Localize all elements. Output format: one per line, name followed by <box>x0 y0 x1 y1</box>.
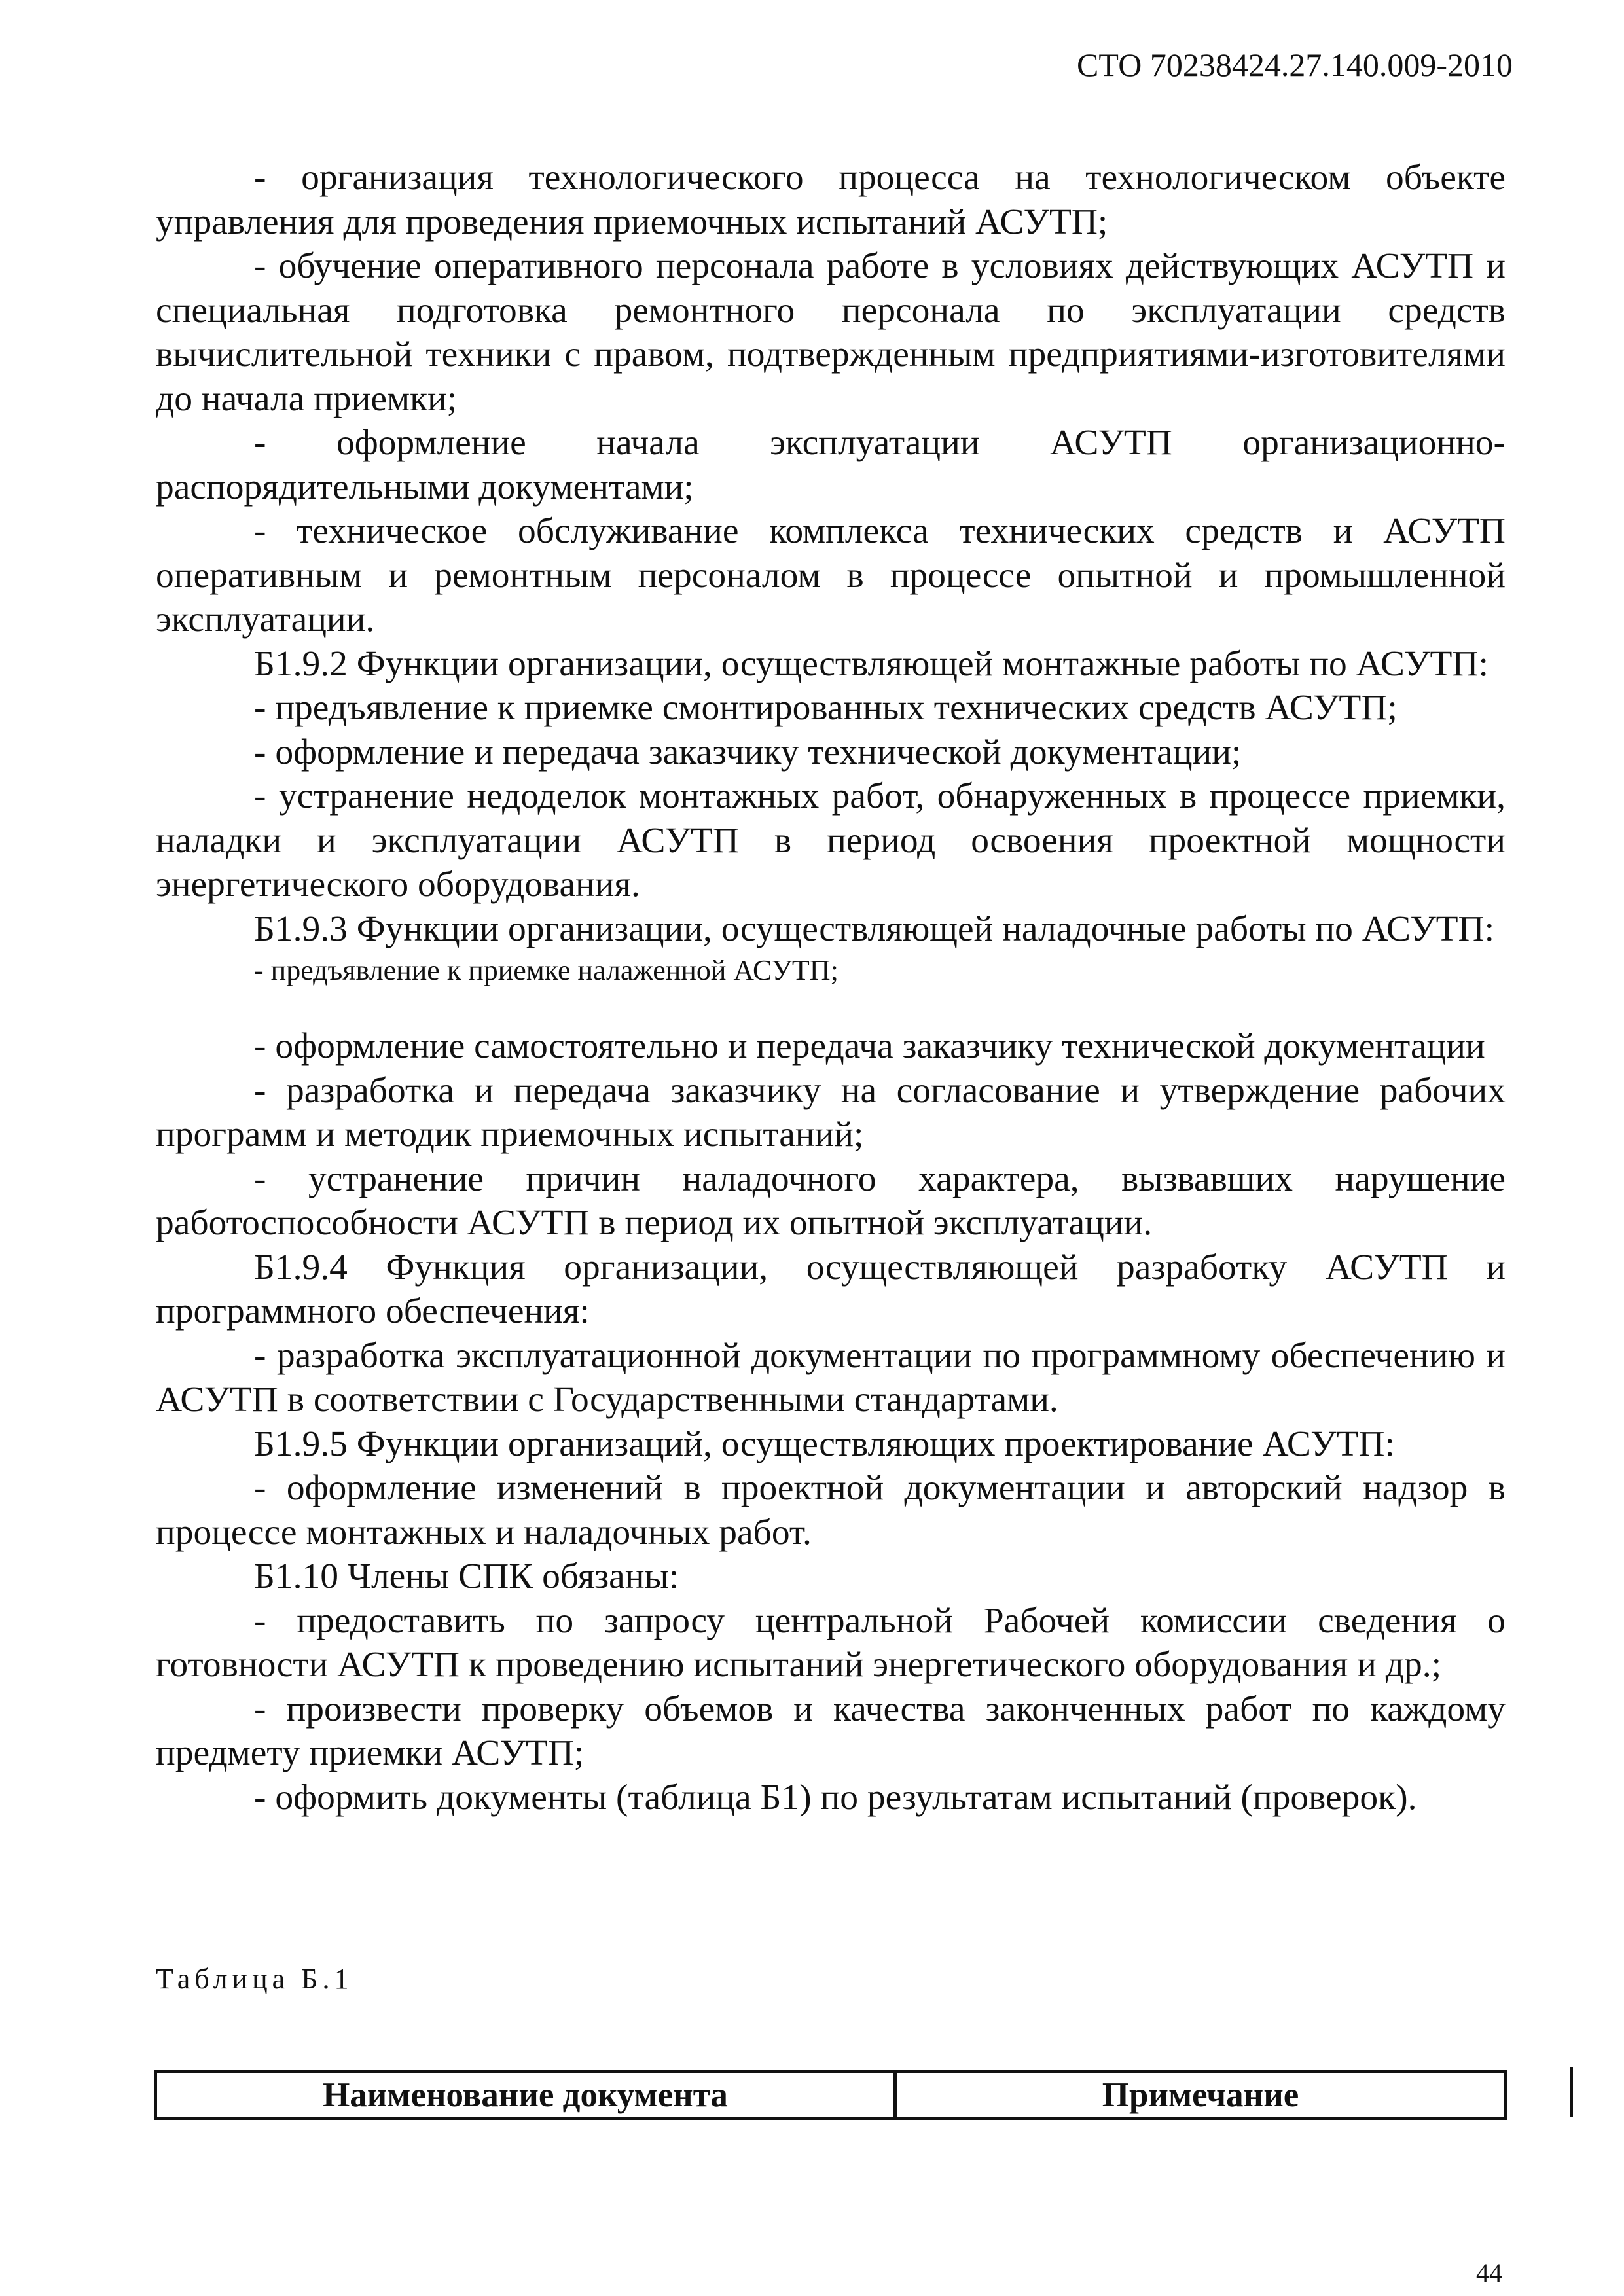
paragraph: - предъявление к приемке смонтированных технических средств АСУТП; <box>254 688 1398 728</box>
paragraph: - разработка эксплуатационной документации по программному обеспечению и АСУТП в соответствии с Государственными стандартами. <box>156 1335 1506 1420</box>
paragraph: - устранение причин наладочного характера, вызвавших нарушение работоспособности АСУТП в период их опытной эксплуатации. <box>156 1158 1506 1243</box>
section-heading: Б1.10 Члены СПК обязаны: <box>254 1556 679 1596</box>
document-code: СТО 70238424.27.140.009-2010 <box>1077 46 1513 83</box>
section-heading: Б1.9.5 Функции организаций, осуществляющих проектирование АСУТП: <box>254 1424 1395 1464</box>
paragraph: - устранение недоделок монтажных работ, обнаруженных в процессе приемки, наладки и эксплуатации АСУТП в период освоения проектной мощности энергетического оборудования. <box>156 776 1506 905</box>
column-header-document-name: Наименование документа <box>156 2072 895 2119</box>
paragraph: - предоставить по запросу центральной Рабочей комиссии сведения о готовности АСУТП к проведению испытаний энергетического оборудования и др.; <box>156 1600 1506 1685</box>
table-caption: Таблица Б.1 <box>156 1963 353 1995</box>
documents-table <box>154 2070 1507 2120</box>
table-header-row <box>156 2072 1506 2119</box>
paragraph: - организация технологического процесса на технологическом объекте управления для проведения приемочных испытаний АСУТП; <box>156 158 1506 242</box>
paragraph: - оформить документы (таблица Б1) по результатам испытаний (проверок). <box>254 1777 1417 1818</box>
body-text <box>156 156 1506 1820</box>
section-heading: Б1.9.3 Функции организации, осуществляющей наладочные работы по АСУТП: <box>254 908 1495 949</box>
paragraph: - обучение оперативного персонала работе в условиях действующих АСУТП и специальная подготовка ремонтного персонала по эксплуатации средств вычислительной техники с правом, подтвержденным предприятиями-изготовителями до начала приемки; <box>156 246 1506 419</box>
paragraph: - оформление изменений в проектной документации и авторский надзор в процессе монтажных и наладочных работ. <box>156 1468 1506 1552</box>
paragraph: - оформление начала эксплуатации АСУТП организационно-распорядительными документами; <box>156 423 1506 507</box>
paragraph: - оформление и передача заказчику технической документации; <box>254 732 1242 772</box>
paragraph: - оформление самостоятельно и передача заказчику технической документации <box>254 1026 1485 1066</box>
paragraph: - разработка и передача заказчику на согласование и утверждение рабочих программ и методик приемочных испытаний; <box>156 1070 1506 1155</box>
column-header-note: Примечание <box>895 2072 1506 2119</box>
paragraph: - произвести проверку объемов и качества законченных работ по каждому предмету приемки АСУТП; <box>156 1689 1506 1773</box>
paragraph: - техническое обслуживание комплекса технических средств и АСУТП оперативным и ремонтным персоналом в процессе опытной и промышленной эксплуатации. <box>156 511 1506 639</box>
paragraph: - предъявление к приемке налаженной АСУТП; <box>254 954 839 986</box>
margin-change-bar <box>1570 2067 1573 2117</box>
section-heading: Б1.9.2 Функции организации, осуществляющей монтажные работы по АСУТП: <box>254 643 1489 684</box>
page-number: 44 <box>1476 2258 1502 2287</box>
section-heading: Б1.9.4 Функция организации, осуществляющей разработку АСУТП и программного обеспечения: <box>156 1247 1506 1331</box>
